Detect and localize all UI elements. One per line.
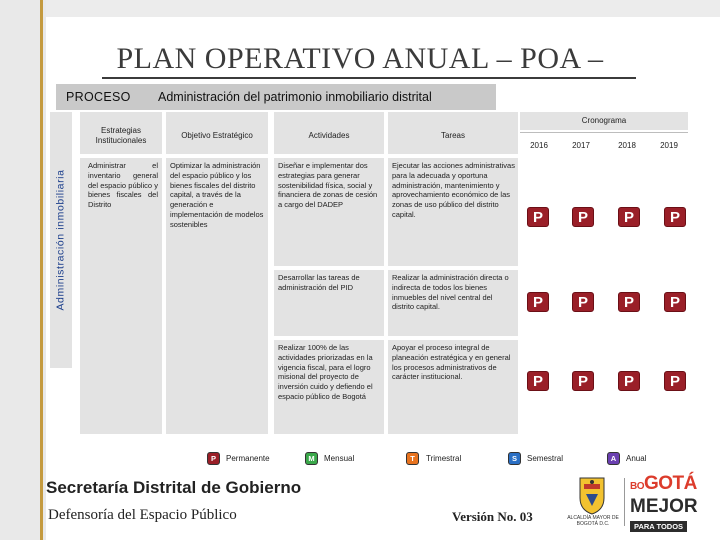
- legend-mark-permanente: P: [207, 452, 220, 465]
- schedule-badge-r1-2018: P: [618, 207, 640, 227]
- title-underline: [102, 77, 636, 79]
- legend-label-permanente: Permanente: [226, 454, 270, 463]
- schedule-badge-r3-2019: P: [664, 371, 686, 391]
- bogota-mejor-logo: [630, 473, 706, 531]
- side-label: [50, 112, 72, 368]
- header-estrategias: Estrategias Institucionales: [95, 126, 147, 145]
- bogota-wordmark-main: GOTÁ: [644, 473, 697, 494]
- legend-label-trimestral: Trimestral: [426, 454, 462, 463]
- schedule-badge-r3-2018: P: [618, 371, 640, 391]
- header-year-2019: 2019: [660, 141, 678, 150]
- para-todos-tag: PARA TODOS: [630, 521, 687, 532]
- header-tareas: Tareas: [440, 131, 465, 140]
- side-label-text: Administración inmobiliaria: [55, 169, 67, 311]
- legend-mark-mensual: M: [305, 452, 318, 465]
- bogota-wordmark-prefix: BO: [630, 481, 644, 492]
- header-year-2017: 2017: [572, 141, 590, 150]
- estrategia-text: Administrar el inventario general del espacio público y bienes fiscales del Distrito: [88, 161, 158, 209]
- legend-label-semestral: Semestral: [527, 454, 564, 463]
- actividad-text-1: Diseñar e implementar dos estrategias para generar sostenibilidad física, social y financiera de zonas de cesión a cargo del DADEP: [278, 161, 378, 209]
- top-frame-band: [46, 0, 720, 17]
- alcaldia-caption: ALCALDÍA MAYOR DE BOGOTÁ D.C.: [567, 515, 619, 527]
- left-frame-accent-line: [40, 0, 43, 540]
- schedule-badge-r2-2018: P: [618, 292, 640, 312]
- legend-mark-anual: A: [607, 452, 620, 465]
- tarea-text-1: Ejecutar las acciones administrativas para la adecuada y oportuna administración, mantenimiento y aprovechamiento económico de las zonas de uso público del distrito capital.: [392, 161, 515, 219]
- legend-label-mensual: Mensual: [324, 454, 355, 463]
- schedule-badge-r2-2016: P: [527, 292, 549, 312]
- actividad-text-2: Desarrollar las tareas de administración del PID: [278, 273, 360, 292]
- version-label: Versión No. 03: [452, 509, 533, 524]
- footer-organization: Secretaría Distrital de Gobierno: [46, 478, 302, 497]
- schedule-badge-r3-2016: P: [527, 371, 549, 391]
- mejor-wordmark: MEJOR: [630, 496, 698, 517]
- schedule-badge-r3-2017: P: [572, 371, 594, 391]
- schedule-badge-r2-2019: P: [664, 292, 686, 312]
- objetivo-text: Optimizar la administración del espacio público y los bienes fiscales del distrito capital, a través de la generación e implementación de modelos sostenibles: [170, 161, 264, 229]
- schedule-badge-r1-2016: P: [527, 207, 549, 227]
- tarea-text-3: Apoyar el proceso integral de planeación estratégica y en general los procesos administrativos de carácter institucional.: [392, 343, 511, 382]
- bogota-wordmark: [630, 474, 706, 497]
- schedule-badge-r2-2017: P: [572, 292, 594, 312]
- header-cronograma: Cronograma: [581, 116, 627, 125]
- header-year-2016: 2016: [530, 141, 548, 150]
- legend-mark-semestral: S: [508, 452, 521, 465]
- process-value: Administración del patrimonio inmobiliario distrital: [158, 90, 432, 104]
- tarea-text-2: Realizar la administración directa o indirecta de todos los bienes inmuebles del nivel central del distrito capital.: [392, 273, 509, 312]
- page-title: PLAN OPERATIVO ANUAL – POA –: [116, 42, 604, 75]
- cronograma-divider: [520, 132, 688, 133]
- process-label: PROCESO: [66, 90, 131, 104]
- header-objetivo: Objetivo Estratégico: [181, 131, 253, 140]
- header-actividades: Actividades: [308, 131, 350, 140]
- logo-separator: [624, 478, 625, 526]
- actividad-text-3: Realizar 100% de las actividades priorizadas en la vigencia fiscal, para el logro misional del proyecto de inversión cuido y defiendo el espacio público de Bogotá: [278, 343, 373, 401]
- schedule-badge-r1-2017: P: [572, 207, 594, 227]
- footer-department: Defensoría del Espacio Público: [48, 507, 237, 523]
- legend-mark-trimestral: T: [406, 452, 419, 465]
- schedule-badge-r1-2019: P: [664, 207, 686, 227]
- legend-label-anual: Anual: [626, 454, 647, 463]
- header-year-2018: 2018: [618, 141, 636, 150]
